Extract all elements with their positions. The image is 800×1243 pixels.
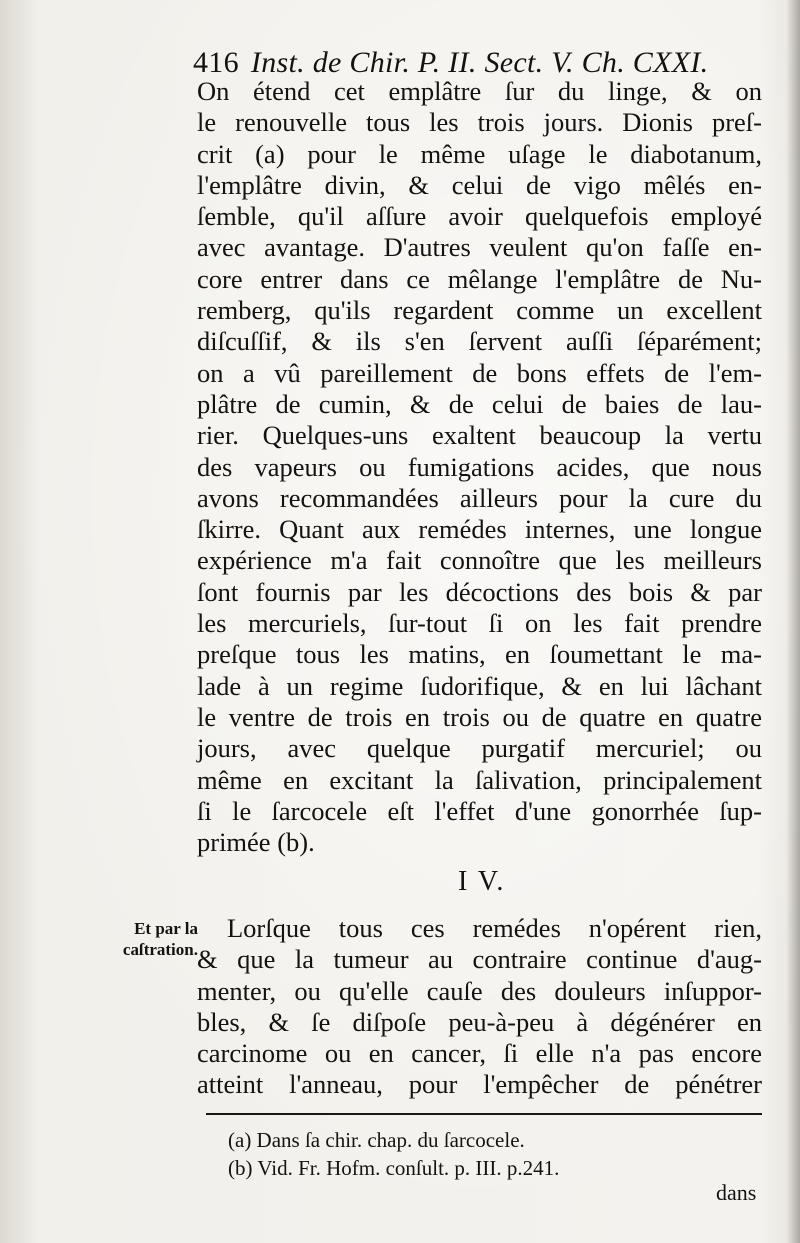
text-line: lade à un regime ſudorifique, & en lui lâchant [197, 670, 762, 701]
text-line: crit (a) pour le même uſage le diabotanum, [197, 138, 762, 169]
text-line: & que la tumeur au contraire continue d'aug- [197, 944, 762, 975]
text-line: l'emplâtre divin, & celui de vigo mêlés en- [197, 169, 762, 200]
text-line: ſemble, qu'il aſſure avoir quelquefois employé [197, 201, 762, 232]
text-line: jours, avec quelque purgatif mercuriel; ou [197, 733, 762, 764]
footnote: (b) Vid. Fr. Hofm. conſult. p. III. p.241. [228, 1156, 560, 1180]
text-line: core entrer dans ce mêlange l'emplâtre de Nu- [197, 263, 762, 294]
text-line: diſcuſſif, & ils s'en ſervent auſſi ſéparément; [197, 326, 762, 357]
section-heading: I V. [458, 866, 506, 897]
footnote: (a) Dans ſa chir. chap. du ſarcocele. [228, 1128, 525, 1152]
text-line: on a vû pareillement de bons effets de l'em- [197, 357, 762, 388]
text-line: rier. Quelques-uns exaltent beaucoup la vertu [197, 420, 762, 451]
text-line: bles, & ſe diſpoſe peu-à-peu à dégénérer en [197, 1006, 762, 1037]
margin-note-line: Et par la [134, 919, 198, 938]
text-line: même en excitant la ſalivation, principalement [197, 764, 762, 795]
margin-note [118, 918, 198, 960]
text-line: primée (b). [197, 827, 315, 858]
footnotes [228, 1126, 768, 1182]
text-line: carcinome ou en cancer, ſi elle n'a pas encore [197, 1038, 762, 1069]
text-line: preſque tous les matins, en ſoumettant le ma- [197, 639, 762, 670]
paragraph-2 [197, 913, 762, 1101]
text-line: plâtre de cumin, & de celui de baies de lau- [197, 388, 762, 419]
text-line: atteint l'anneau, pour l'empêcher de pénétrer [197, 1069, 762, 1100]
text-line: avons recommandées ailleurs pour la cure du [197, 482, 762, 513]
margin-note-line: caſtration. [122, 940, 198, 959]
paragraph-1 [197, 76, 762, 858]
running-header [193, 46, 753, 80]
text-line: des vapeurs ou fumigations acides, que nous [197, 451, 762, 482]
text-line: remberg, qu'ils regardent comme un excellent [197, 295, 762, 326]
text-line: ſont fournis par les décoctions des bois & par [197, 576, 762, 607]
text-line: avec avantage. D'autres veulent qu'on faſſe en- [197, 232, 762, 263]
page-number: 416 [193, 46, 239, 79]
text-line: le ventre de trois en trois ou de quatre en quatre [197, 701, 762, 732]
running-title: Inst. de Chir. P. II. Sect. V. Ch. CXXI. [250, 46, 709, 79]
text-line: ſi le ſarcocele eſt l'effet d'une gonorrhée ſup- [197, 795, 762, 826]
text-line: On étend cet emplâtre ſur du linge, & on [197, 76, 762, 106]
catchword: dans [716, 1180, 757, 1205]
page-edge-shadow [786, 0, 800, 1243]
text-line: le renouvelle tous les trois jours. Dionis preſ- [197, 107, 762, 138]
text-line: Lorſque tous ces remédes n'opérent rien, [227, 913, 762, 943]
footnote-divider [206, 1113, 762, 1115]
text-line: ſkirre. Quant aux remédes internes, une longue [197, 514, 762, 545]
text-line: expérience m'a fait connoître que les meilleurs [197, 545, 762, 576]
text-line: les mercuriels, ſur-tout ſi on les fait prendre [197, 608, 762, 639]
text-line: menter, ou qu'elle cauſe des douleurs inſuppor- [197, 975, 762, 1006]
